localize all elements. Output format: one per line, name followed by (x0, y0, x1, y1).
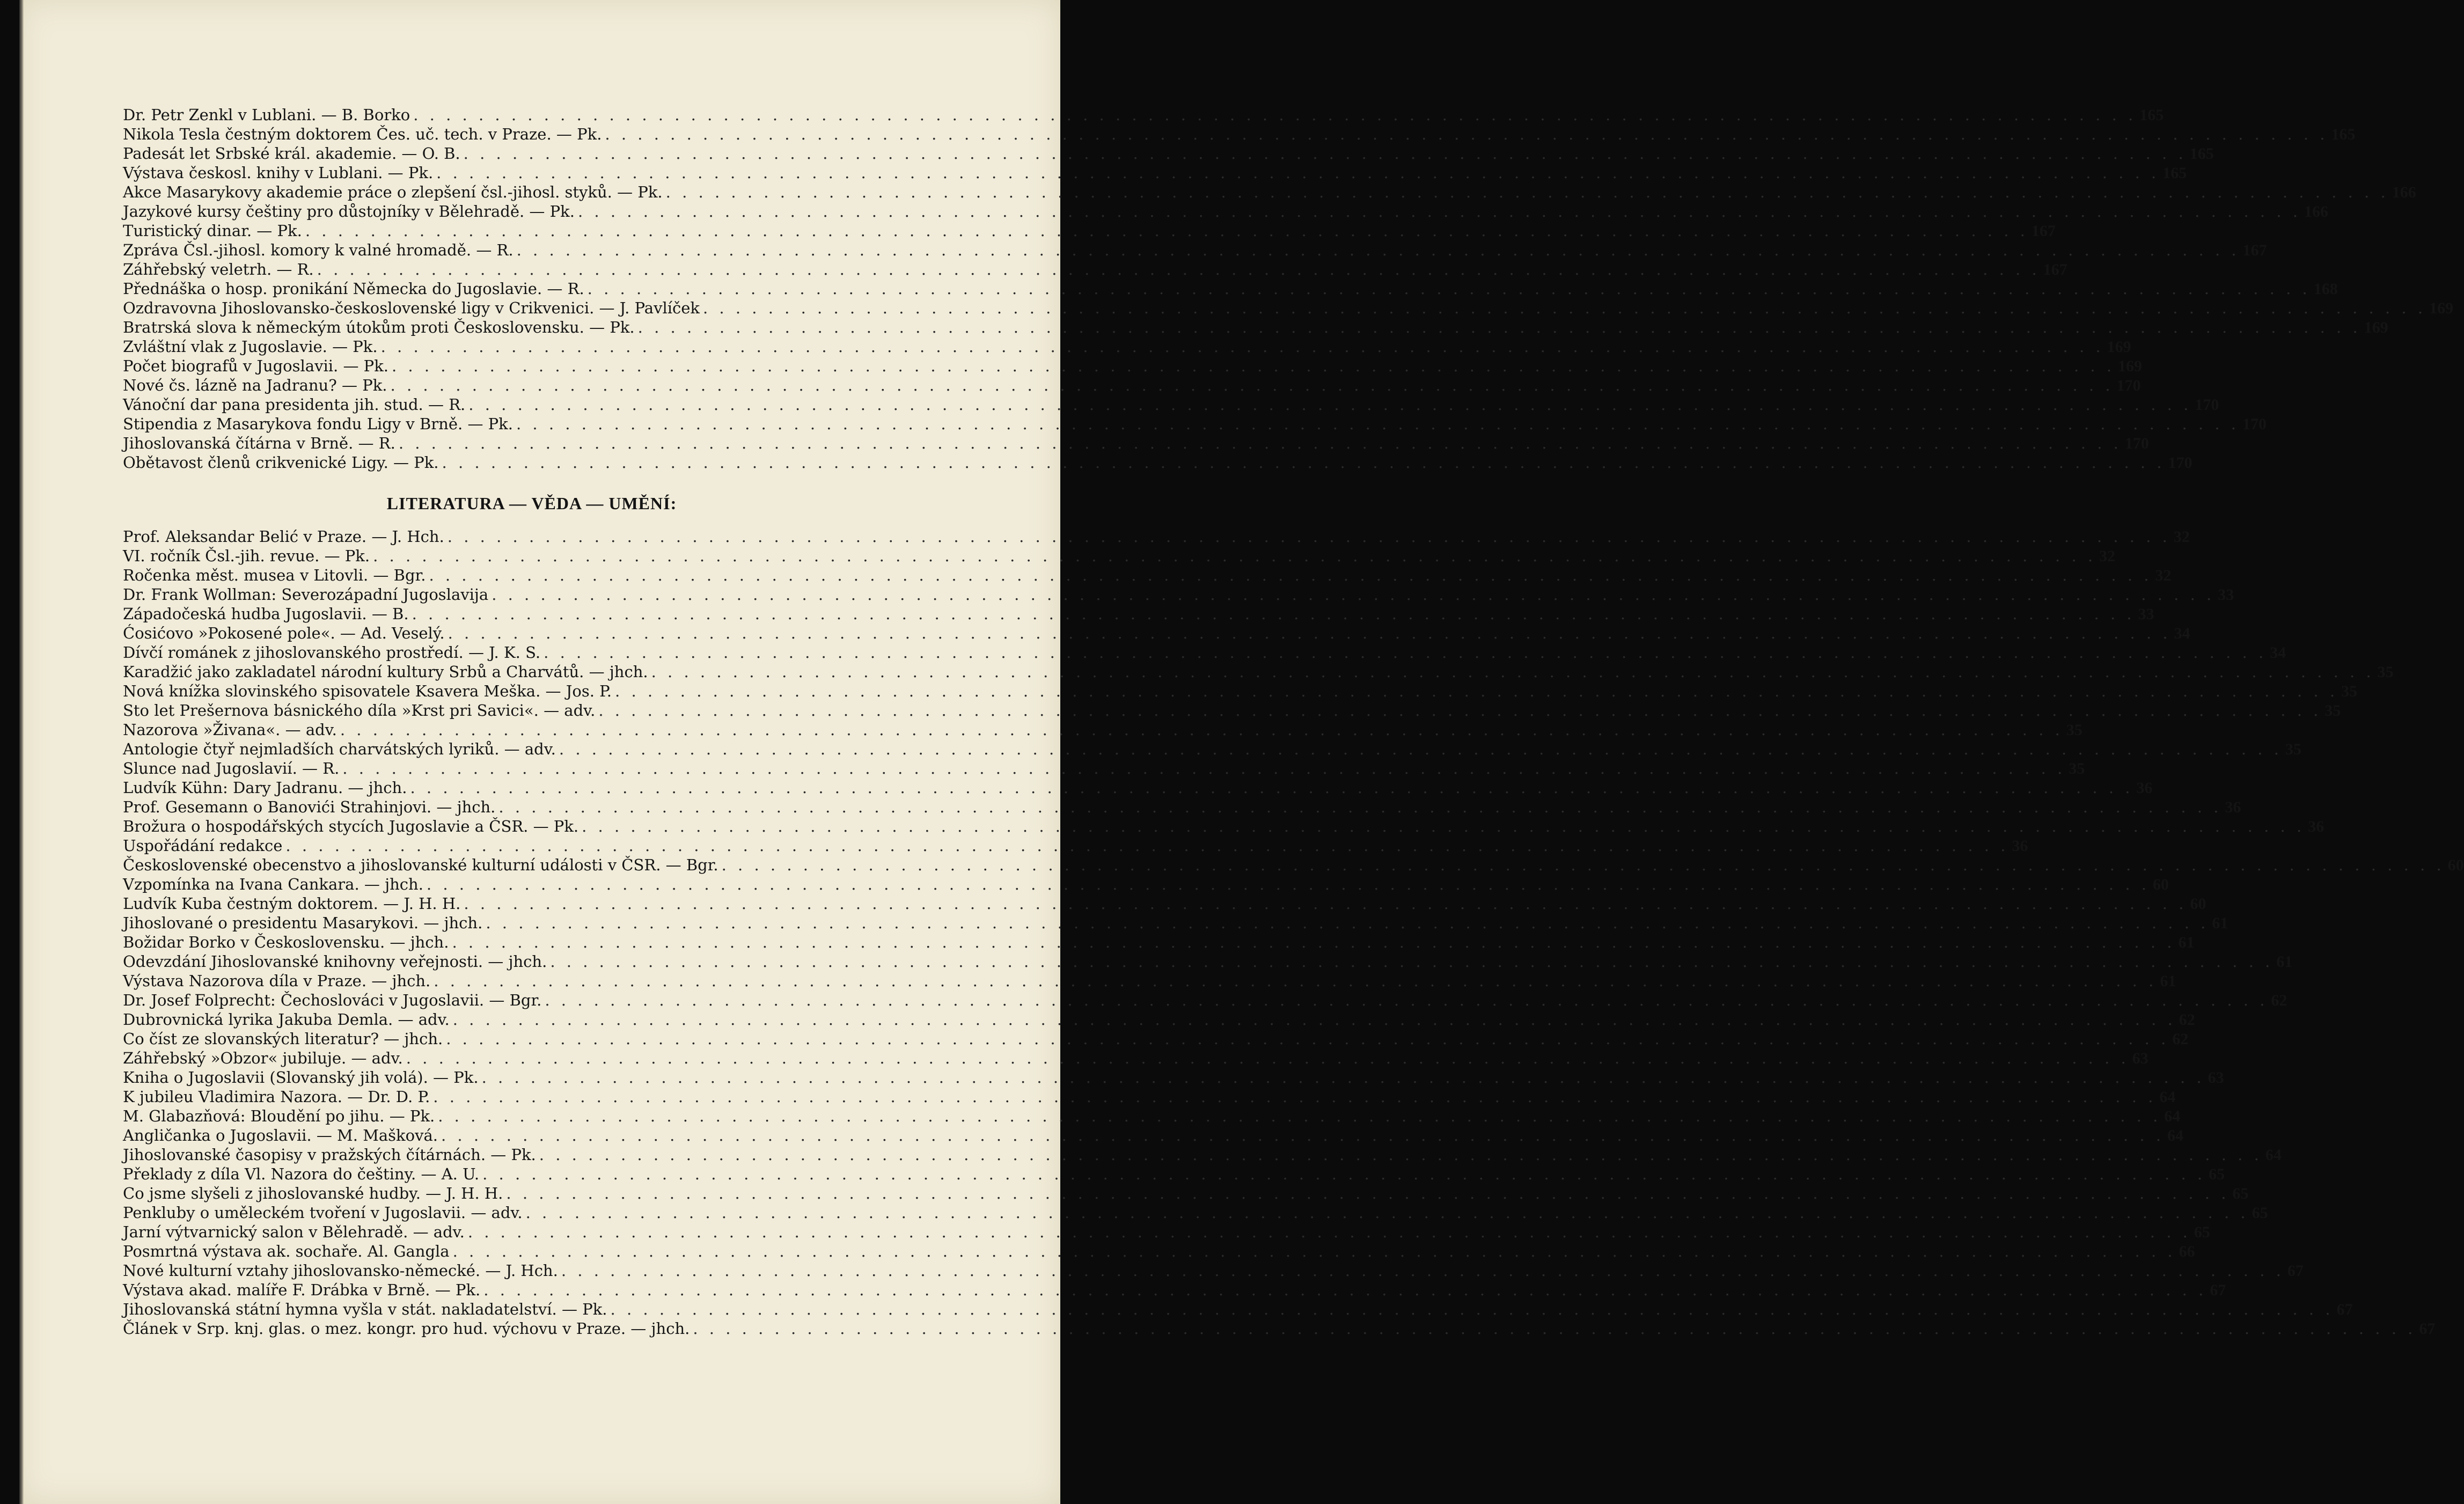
toc-entry-page-number: 60 (2190, 895, 2206, 913)
toc-entry-page-number: 170 (2116, 377, 2141, 394)
toc-entry-title: Prof. Aleksandar Belić v Praze. — J. Hch. (123, 527, 444, 546)
toc-entry (123, 124, 2356, 144)
toc-list-news (123, 105, 2454, 472)
toc-entry-page-number: 67 (2336, 1301, 2353, 1318)
dot-leader (450, 1242, 2179, 1261)
toc-entry-page-number: 169 (2118, 357, 2143, 375)
toc-entry-title: Jazykové kursy češtiny pro důstojníky v Bělehradě. — Pk. (123, 202, 575, 221)
toc-entry-page-number: 61 (2276, 953, 2293, 971)
dot-leader (407, 778, 2136, 797)
toc-entry-page-number: 167 (2031, 222, 2056, 240)
toc-entry-page-number: 64 (2159, 1088, 2176, 1106)
page-binding-edge (19, 0, 24, 1504)
toc-entry (123, 1184, 2249, 1203)
toc-entry-page-number: 170 (2195, 396, 2219, 414)
dot-leader (584, 279, 2314, 298)
toc-entry (123, 279, 2338, 298)
toc-entry-title: Kniha o Jugoslavii (Slovanský jih volá). — Pk. (123, 1068, 479, 1087)
toc-entry (123, 1068, 2224, 1087)
dot-leader (602, 124, 2331, 144)
dot-leader (460, 894, 2190, 913)
toc-entry (123, 1029, 2189, 1048)
dot-leader (482, 913, 2212, 933)
dot-leader (578, 817, 2308, 836)
dot-leader (690, 1319, 2419, 1338)
toc-entry (123, 1145, 2282, 1164)
toc-entry-page-number: 35 (2341, 683, 2358, 700)
toc-entry (123, 144, 2214, 163)
toc-entry-page-number: 64 (2164, 1107, 2181, 1125)
toc-entry (123, 1126, 2184, 1145)
toc-entry (123, 356, 2143, 376)
toc-entry-page-number: 35 (2069, 760, 2085, 777)
toc-entry-title: Ročenka měst. musea v Litovli. — Bgr. (123, 566, 426, 584)
toc-entry (123, 1300, 2353, 1319)
toc-entry (123, 298, 2454, 318)
toc-entry (123, 585, 2234, 604)
toc-entry-title: Nové čs. lázně na Jadranu? — Pk. (123, 376, 387, 394)
toc-entry (123, 546, 2116, 566)
toc-entry (123, 662, 2394, 681)
toc-entry-title: Ćosićovo »Pokosené pole«. — Ad. Veselý. (123, 624, 445, 642)
dot-leader (282, 836, 2012, 855)
toc-entry (123, 1242, 2195, 1261)
toc-entry (123, 739, 2301, 759)
section-heading: LITERATURA — VĚDA — UMĚNÍ: (386, 494, 677, 513)
toc-list-literature (123, 527, 2464, 1338)
dot-leader (443, 1029, 2172, 1048)
toc-entry-title: Jihoslovanské časopisy v pražských čítárnách. — Pk. (123, 1146, 536, 1164)
toc-entry-title: Záhřebský »Obzor« jubiluje. — adv. (123, 1049, 403, 1067)
dot-leader (514, 240, 2243, 260)
toc-entry-page-number: 166 (2304, 203, 2329, 221)
dot-leader (395, 434, 2125, 453)
toc-entry-page-number: 169 (2107, 338, 2131, 356)
toc-entry-page-number: 170 (2124, 435, 2149, 452)
dot-leader (558, 1261, 2287, 1280)
toc-entry (123, 1164, 2225, 1184)
toc-entry-title: Československé obecenstvo a jihoslovanské kulturní události v ČSR. — Bgr. (123, 856, 718, 874)
toc-entry-title: Nová knížka slovinského spisovatele Ksavera Meška. — Jos. P. (123, 682, 612, 700)
toc-entry-title: VI. ročník Čsl.-jih. revue. — Pk. (123, 547, 370, 565)
toc-entry-page-number: 36 (2012, 837, 2028, 855)
toc-entry (123, 701, 2341, 720)
dot-leader (409, 604, 2138, 623)
toc-entry-title: Nové kulturní vztahy jihoslovansko-německé. — J. Hch. (123, 1261, 558, 1280)
toc-entry-page-number: 63 (2208, 1069, 2224, 1087)
toc-entry-page-number: 62 (2179, 1011, 2195, 1029)
toc-entry-page-number: 61 (2160, 972, 2176, 990)
toc-entry (123, 875, 2169, 894)
dot-leader (503, 1184, 2232, 1203)
toc-entry-title: Dívčí románek z jihoslovanského prostředí. — J. K. S. (123, 643, 541, 662)
toc-entry (123, 720, 2082, 739)
dot-leader (700, 298, 2429, 318)
toc-entry-page-number: 60 (2152, 876, 2169, 893)
toc-entry-page-number: 167 (2043, 261, 2067, 278)
dot-leader (556, 739, 2285, 759)
toc-entry-title: Zpráva Čsl.-jihosl. komory k valné hromadě. — R. (123, 241, 514, 259)
toc-entry-title: Jihoslované o presidentu Masarykovi. — jhch. (123, 914, 483, 932)
toc-entry-page-number: 60 (2447, 856, 2464, 874)
dot-leader (718, 855, 2448, 875)
toc-entry-page-number: 165 (2331, 126, 2356, 143)
toc-entry-title: Jihoslovanská státní hymna vyšla v stát. nakladatelství. — Pk. (123, 1300, 607, 1318)
toc-entry-page-number: 65 (2209, 1165, 2225, 1183)
dot-leader (540, 643, 2270, 662)
toc-entry-title: Co číst ze slovanských literatur? — jhch. (123, 1030, 443, 1048)
toc-entry-title: Dubrovnická lyrika Jakuba Demla. — adv. (123, 1010, 450, 1029)
toc-entry (123, 1010, 2195, 1029)
toc-entry-title: Antologie čtyř nejmladších charvátských lyriků. — adv. (123, 740, 556, 758)
dot-leader (426, 566, 2155, 585)
toc-entry-title: Akce Masarykovy akademie práce o zlepšení čsl.-jihosl. styků. — Pk. (123, 183, 663, 201)
toc-entry (123, 1048, 2148, 1068)
toc-entry (123, 894, 2206, 913)
dot-leader (575, 202, 2304, 221)
toc-entry (123, 817, 2324, 836)
toc-entry-title: Přednáška o hosp. pronikání Německa do Jugoslavie. — R. (123, 280, 584, 298)
dot-leader (547, 952, 2276, 971)
toc-entry-title: Dr. Frank Wollman: Severozápadní Jugoslavija (123, 585, 489, 604)
dot-leader (388, 356, 2118, 376)
toc-entry-title: Turistický dinar. — Pk. (123, 222, 302, 240)
toc-entry (123, 991, 2287, 1010)
toc-entry (123, 643, 2286, 662)
toc-entry-page-number: 35 (2066, 721, 2082, 739)
toc-entry-title: Výstava českosl. knihy v Lublani. — Pk. (123, 164, 434, 182)
dot-leader (465, 1222, 2194, 1242)
toc-entry-title: Dr. Josef Folprecht: Čechoslováci v Jugoslavii. — Bgr. (123, 991, 542, 1009)
toc-entry-title: Vzpomínka na Ivana Cankara. — jhch. (123, 875, 423, 893)
book-page (19, 0, 2464, 1504)
toc-entry (123, 836, 2028, 855)
toc-entry-page-number: 65 (2232, 1185, 2249, 1202)
toc-entry (123, 604, 2154, 623)
toc-entry (123, 240, 2267, 260)
toc-entry-page-number: 33 (2138, 605, 2154, 623)
toc-entry-page-number: 167 (2242, 241, 2267, 259)
toc-entry-page-number: 35 (2324, 702, 2341, 720)
toc-entry-page-number: 67 (2287, 1262, 2304, 1280)
toc-entry-page-number: 165 (2139, 106, 2164, 124)
dot-leader (435, 1106, 2164, 1126)
toc-entry (123, 337, 2131, 356)
toc-entry-page-number: 65 (2194, 1223, 2210, 1241)
toc-entry-title: Sto let Prešernova básnického díla »Krst pri Savici«. — adv. (123, 701, 596, 720)
toc-entry (123, 395, 2219, 414)
toc-entry-page-number: 62 (2172, 1030, 2189, 1048)
toc-entry-title: Stipendia z Masarykova fondu Ligy v Brně. — Pk. (123, 415, 513, 433)
toc-entry-title: Prof. Gesemann o Banovići Strahinjovi. — jhch. (123, 798, 496, 816)
toc-entry (123, 797, 2241, 817)
toc-entry-page-number: 36 (2136, 779, 2153, 797)
toc-entry-title: Výstava akad. malíře F. Drábka v Brně. — Pk. (123, 1281, 481, 1299)
toc-entry-title: Jarní výtvarnický salon v Bělehradě. — adv. (123, 1223, 465, 1241)
toc-entry-title: Odevzdání Jihoslovanské knihovny veřejnosti. — jhch. (123, 952, 547, 971)
toc-entry-title: Bratrská slova k německým útokům proti Československu. — Pk. (123, 318, 635, 336)
toc-entry-title: Záhřebský veletrh. — R. (123, 260, 314, 278)
toc-entry (123, 1319, 2436, 1338)
toc-entry-title: K jubileu Vladimira Nazora. — Dr. D. P. (123, 1088, 430, 1106)
toc-entry (123, 527, 2190, 546)
toc-entry-title: M. Glabazňová: Bloudění po jihu. — Pk. (123, 1107, 435, 1125)
toc-entry-page-number: 32 (2155, 567, 2172, 584)
dot-leader (536, 1145, 2265, 1164)
toc-entry (123, 202, 2329, 221)
toc-entry (123, 182, 2416, 202)
toc-entry-page-number: 61 (2178, 934, 2195, 951)
toc-entry (123, 221, 2056, 240)
toc-entry-title: Vánoční dar pana presidenta jih. stud. — R. (123, 395, 466, 414)
toc-entry (123, 260, 2067, 279)
dot-leader (438, 1126, 2167, 1145)
dot-leader (607, 1300, 2337, 1319)
toc-entry (123, 105, 2164, 124)
dot-leader (378, 337, 2107, 356)
toc-entry (123, 1222, 2210, 1242)
toc-entry-page-number: 63 (2132, 1050, 2148, 1067)
toc-entry-title: Brožura o hospodářských stycích Jugoslavie a ČSR. — Pk. (123, 817, 579, 835)
toc-entry-title: Penkluby o uměleckém tvoření v Jugoslavii. — adv. (123, 1204, 523, 1222)
toc-entry-title: Dr. Petr Zenkl v Lublani. — B. Borko (123, 106, 410, 124)
toc-entry-title: Padesát let Srbské král. akademie. — O. B. (123, 144, 460, 163)
toc-entry-page-number: 34 (2270, 644, 2286, 662)
toc-entry-page-number: 67 (2419, 1320, 2436, 1338)
toc-entry-page-number: 66 (2179, 1243, 2195, 1260)
toc-entry-title: Karadžić jako zakladatel národní kultury Srbů a Charvátů. — jhch. (123, 663, 648, 681)
dot-leader (513, 414, 2242, 434)
toc-entry-title: Ludvík Kühn: Dary Jadranu. — jhch. (123, 779, 407, 797)
toc-entry-page-number: 62 (2271, 992, 2287, 1009)
toc-entry (123, 376, 2141, 395)
dot-leader (370, 546, 2099, 566)
toc-entry-page-number: 169 (2364, 319, 2388, 336)
toc-entry-title: Nikola Tesla čestným doktorem Čes. uč. tech. v Praze. — Pk. (123, 125, 602, 143)
toc-entry-title: Uspořádání redakce (123, 837, 283, 855)
toc-entry-page-number: 35 (2285, 740, 2301, 758)
dot-leader (433, 163, 2162, 182)
toc-entry-page-number: 32 (2173, 528, 2190, 546)
dot-leader (403, 1048, 2132, 1068)
dot-leader (337, 720, 2066, 739)
dot-leader (423, 875, 2153, 894)
toc-entry-title: Obětavost členů crikvenické Ligy. — Pk. (123, 453, 439, 472)
toc-entry-page-number: 67 (2210, 1281, 2226, 1299)
dot-leader (430, 1087, 2159, 1106)
toc-entry-page-number: 65 (2252, 1204, 2268, 1222)
dot-leader (495, 797, 2225, 817)
toc-entry (123, 952, 2293, 971)
toc-entry (123, 681, 2358, 701)
toc-entry-page-number: 64 (2167, 1127, 2184, 1144)
dot-leader (595, 701, 2324, 720)
toc-entry (123, 759, 2085, 778)
toc-entry (123, 434, 2149, 453)
toc-entry-page-number: 36 (2225, 798, 2241, 816)
toc-entry-title: Posmrtná výstava ak. sochaře. Al. Gangla (123, 1242, 450, 1260)
toc-entry-title: Božidar Borko v Československu. — jhch. (123, 933, 449, 951)
dot-leader (479, 1164, 2209, 1184)
toc-entry-page-number: 64 (2265, 1146, 2282, 1164)
toc-entry-title: Co jsme slyšeli z jihoslovanské hudby. — J. H. H. (123, 1184, 503, 1202)
dot-leader (488, 585, 2218, 604)
toc-entry-title: Jihoslovanská čítárna v Brně. — R. (123, 434, 395, 452)
toc-entry (123, 1106, 2181, 1126)
dot-leader (663, 182, 2392, 202)
toc-entry (123, 778, 2153, 797)
toc-entry-title: Západočeská hudba Jugoslavii. — B. (123, 605, 409, 623)
dot-leader (339, 759, 2069, 778)
toc-entry-page-number: 169 (2429, 299, 2454, 317)
toc-entry-page-number: 34 (2174, 625, 2190, 642)
dot-leader (541, 991, 2271, 1010)
toc-entry (123, 913, 2228, 933)
dot-leader (460, 144, 2190, 163)
toc-entry-page-number: 165 (2162, 164, 2187, 182)
toc-entry (123, 971, 2176, 991)
dot-leader (648, 662, 2378, 681)
toc-entry-title: Slunce nad Jugoslavií. — R. (123, 759, 340, 777)
dot-leader (314, 260, 2043, 279)
toc-entry-title: Ludvík Kuba čestným doktorem. — J. H. H. (123, 894, 461, 913)
dot-leader (410, 105, 2139, 124)
toc-entry (123, 855, 2464, 875)
toc-entry-page-number: 168 (2313, 280, 2338, 298)
dot-leader (302, 221, 2032, 240)
toc-entry (123, 933, 2195, 952)
toc-entry-title: Nazorova »Živana«. — adv. (123, 721, 337, 739)
toc-entry-title: Článek v Srp. knj. glas. o mez. kongr. pro hud. výchovu v Praze. — jhch. (123, 1319, 690, 1338)
dot-leader (523, 1203, 2252, 1222)
dot-leader (635, 318, 2364, 337)
toc-entry-title: Výstava Nazorova díla v Praze. — jhch. (123, 972, 431, 990)
toc-entry-page-number: 32 (2099, 547, 2116, 565)
toc-entry (123, 1261, 2304, 1280)
toc-entry-title: Zvláštní vlak z Jugoslavie. — Pk. (123, 338, 378, 356)
dot-leader (444, 527, 2174, 546)
toc-entry-title: Překlady z díla Vl. Nazora do češtiny. — A. U. (123, 1165, 480, 1183)
toc-entry (123, 318, 2388, 337)
dot-leader (430, 971, 2160, 991)
toc-entry-page-number: 61 (2212, 914, 2228, 932)
toc-entry-title: Počet biografů v Jugoslavii. — Pk. (123, 357, 388, 375)
toc-entry-page-number: 170 (2168, 454, 2192, 472)
toc-entry-page-number: 165 (2189, 145, 2214, 163)
toc-entry (123, 623, 2190, 643)
dot-leader (387, 376, 2117, 395)
dot-leader (612, 681, 2341, 701)
toc-entry (123, 163, 2187, 182)
toc-entry-page-number: 33 (2218, 586, 2234, 604)
dot-leader (449, 933, 2178, 952)
toc-entry (123, 1280, 2226, 1300)
toc-entry (123, 453, 2192, 472)
toc-entry-page-number: 35 (2377, 663, 2394, 681)
toc-entry-page-number: 166 (2392, 184, 2416, 201)
toc-entry (123, 1087, 2176, 1106)
toc-entry (123, 566, 2172, 585)
toc-entry-title: Angličanka o Jugoslavii. — M. Mašková. (123, 1126, 438, 1144)
toc-entry-page-number: 36 (2308, 818, 2324, 835)
toc-entry-title: Ozdravovna Jihoslovansko-československé ligy v Crikvenici. — J. Pavlíček (123, 299, 700, 317)
toc-entry (123, 414, 2267, 434)
toc-entry (123, 1203, 2268, 1222)
dot-leader (479, 1068, 2208, 1087)
dot-leader (480, 1280, 2210, 1300)
toc-entry-page-number: 170 (2242, 415, 2267, 433)
dot-leader (465, 395, 2195, 414)
dot-leader (450, 1010, 2179, 1029)
dot-leader (445, 623, 2174, 643)
dot-leader (439, 453, 2168, 472)
